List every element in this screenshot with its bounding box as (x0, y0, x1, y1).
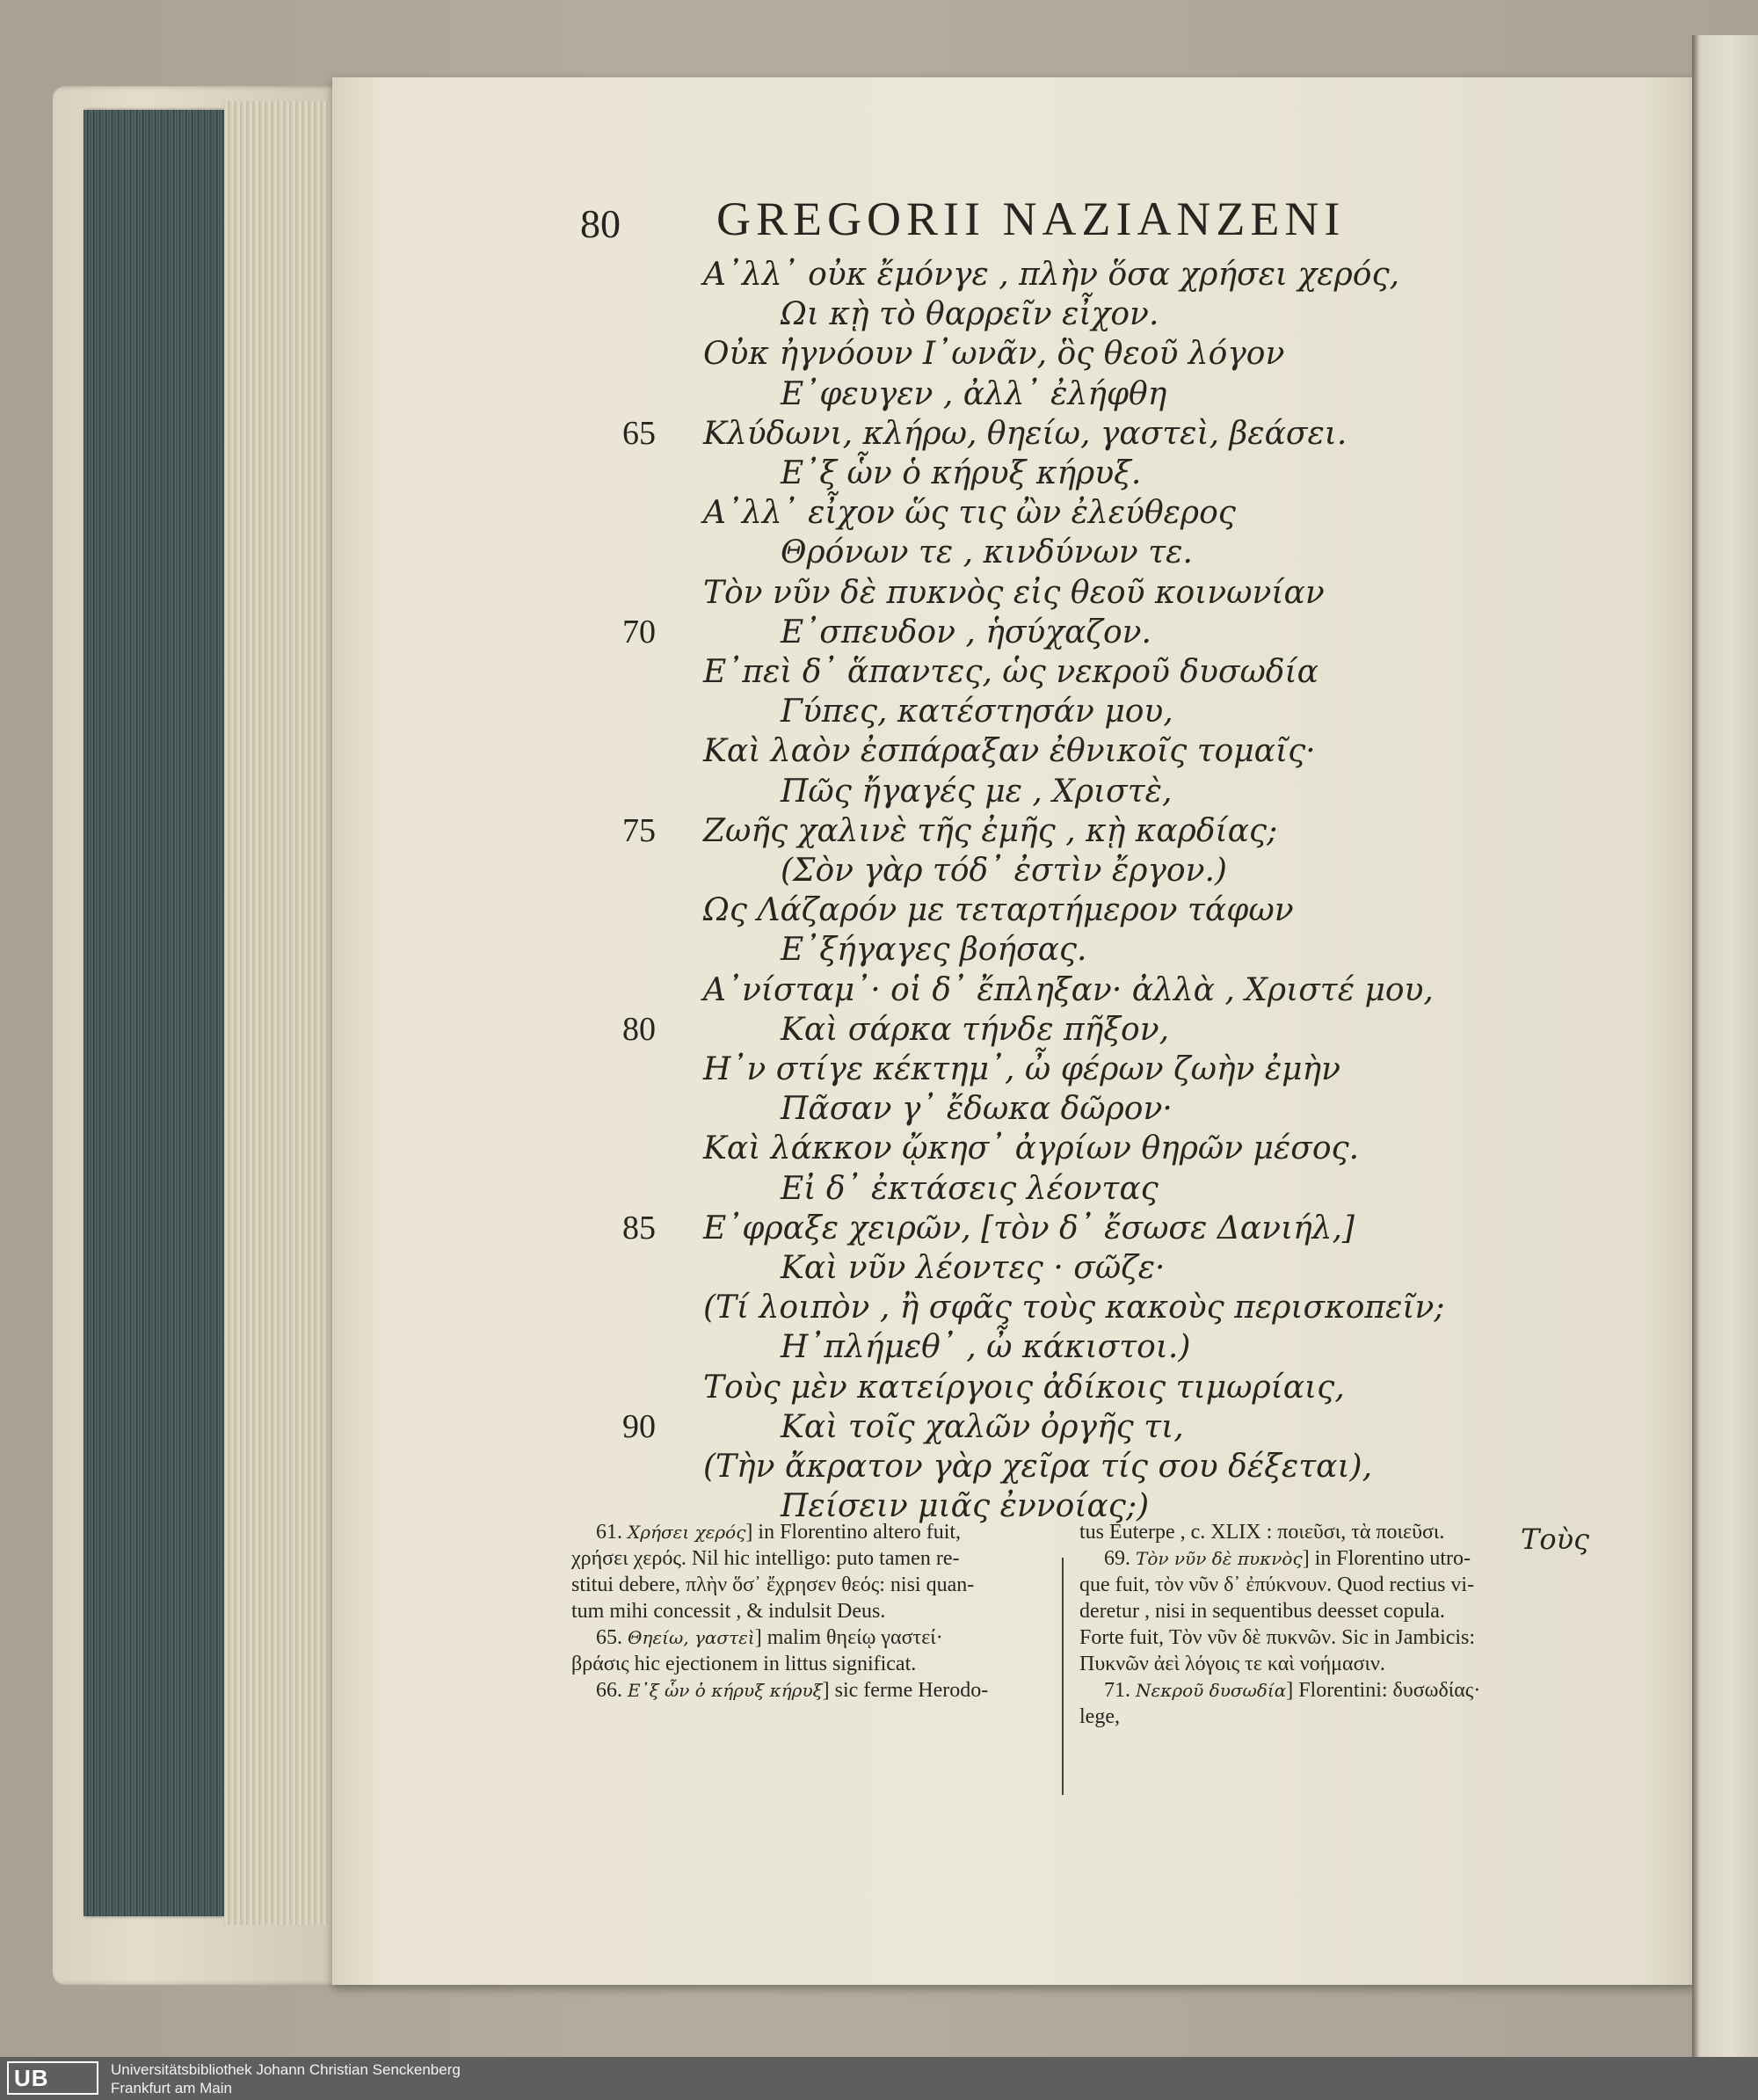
verse-line: Ε᾽πεὶ δ᾽ ἅπαντες, ὡς νεκροῦ δυσωδία (703, 654, 1318, 690)
show-through-text (1231, 229, 1688, 1195)
verse-line: Τὸν νῦν δὲ πυκνὸς εἰς θεοῦ κοινωνίαν (703, 574, 1325, 611)
page-gutter-stack (224, 101, 330, 1925)
footnote-continuation: que fuit, τὸν νῦν δ᾽ ἐπύκνουν. Quod rectius vi- (1079, 1573, 1475, 1596)
verse-line: Θρόνων τε , κινδύνων τε. (781, 534, 1193, 571)
verse-line: Ε᾽φευγεν , ἀλλ᾽ ἐλήφθη (781, 375, 1167, 412)
footnote (1079, 1677, 1572, 1704)
verse-line-number: 80 (622, 1010, 656, 1048)
verse-line-number: 75 (622, 811, 656, 849)
verse-line: Καὶ τοῖς χαλῶν ὀργῆς τι, (781, 1408, 1184, 1445)
verse-line: Καὶ νῦν λέοντες · σῶζε· (781, 1250, 1166, 1286)
verse-line: (Τὴν ἄκρατον γὰρ χεῖρα τίς σου δέξεται), (703, 1449, 1373, 1485)
verse-line-number: 65 (622, 414, 656, 452)
footnote (571, 1677, 1059, 1704)
footnote-continuation: Forte fuit, Τὸν νῦν δὲ πυκνῶν. Sic in Jambicis: (1079, 1626, 1476, 1649)
verse-line: Καὶ λάκκον ᾤκησ᾽ ἀγρίων θηρῶν μέσος. (703, 1130, 1360, 1167)
library-location: Frankfurt am Main (111, 2080, 232, 2096)
footnote-continuation: lege, (1079, 1705, 1120, 1728)
footnote-lemma: Ε᾽ξ ὧν ὁ κήρυξ κήρυξ (628, 1680, 823, 1701)
footnote-lemma: Θηείω, γαστεὶ (628, 1627, 755, 1648)
verse-line: (Τί λοιπὸν , ἢ σφᾶς τοὺς κακοὺς περισκοπεῖν; (703, 1290, 1445, 1326)
verse-line: Ως Λάζαρόν με τεταρτήμερον τάφων (703, 892, 1294, 929)
footnote-column-divider (1062, 1558, 1064, 1795)
footnotes-right-column (1079, 1519, 1572, 1730)
verse-line: Γύπες, κατέστησάν μου, (781, 694, 1173, 730)
verse-line: Α᾽λλ᾽ εἶχον ὥς τις ὢν ἐλεύθερος (703, 495, 1236, 532)
footnote-text: ] sic ferme Herodo- (822, 1679, 989, 1702)
verse-line: Εἰ δ᾽ ἐκτάσεις λέοντας (781, 1170, 1159, 1207)
footnote (571, 1519, 1059, 1545)
verse-line-number: 90 (622, 1407, 656, 1445)
verse-line: Ωι κῂ τὸ θαρρεῖν εἶχον. (781, 296, 1159, 333)
facing-page-edge (1692, 35, 1758, 2057)
footnote (1079, 1545, 1572, 1572)
footnote-ref: 69. (1104, 1547, 1130, 1570)
verse-line: Καὶ σάρκα τήνδε πῆξον, (781, 1011, 1170, 1048)
verse-line: Α᾽νίσταμ᾽· οἱ δ᾽ ἔπληξαν· ἀλλὰ , Χριστέ μου, (703, 971, 1434, 1008)
footnote-continuation: deretur , nisi in sequentibus deesset copula. (1079, 1600, 1445, 1623)
verse-line: Τοὺς μὲν κατείργοις ἀδίκοις τιμωρίαις, (703, 1369, 1345, 1406)
footnote-text: tus Euterpe , c. XLIX : ποιεῦσι, τὰ ποιεῦσι. (1079, 1521, 1445, 1544)
footnote-text: ] in Florentino utro- (1302, 1547, 1471, 1570)
verse-line: (Σὸν γὰρ τόδ᾽ ἐστὶν ἔργον.) (781, 853, 1227, 889)
verse-line-number: 70 (622, 613, 656, 650)
verse-line: Η᾽ν στίγε κέκτημ᾽, ὦ φέρων ζωὴν ἐμὴν (703, 1051, 1341, 1087)
verse-line: Κλύδωνι, κλήρω, θηείω, γαστεὶ, βεάσει. (703, 415, 1348, 452)
footnote-text: ] malim θηείῳ γαστεί· (754, 1626, 943, 1649)
library-name: Universitätsbibliothek Johann Christian Senckenberg (111, 2061, 461, 2078)
verse-line: Ε᾽φραξε χειρῶν, [τὸν δ᾽ ἔσωσε Δανιήλ,] (703, 1210, 1355, 1246)
library-logo: UB (7, 2061, 98, 2095)
footnote-text: ] in Florentino altero fuit, (745, 1521, 962, 1544)
verse-line: Ε᾽ξήγαγες βοήσας. (781, 932, 1087, 969)
verse-line: Πείσειν μιᾶς ἐννοίας;) (781, 1488, 1150, 1525)
footnote-lemma: Τὸν νῦν δὲ πυκνὸς (1136, 1548, 1303, 1569)
footnote-ref: 65. (596, 1626, 622, 1649)
page-stack-edges (84, 110, 224, 1916)
verse-line: Ε᾽ξ ὧν ὁ κήρυξ κήρυξ. (781, 455, 1142, 491)
footnote-continuation: χρήσει χερός. Nil hic intelligo: puto tamen re- (571, 1547, 960, 1570)
footnote-continuation: βράσις hic ejectionem in littus significat. (571, 1653, 917, 1675)
verse-line: Α᾽λλ᾽ οὐκ ἔμόνγε , πλὴν ὅσα χρήσει χερός, (703, 257, 1400, 293)
footnote (571, 1624, 1059, 1651)
verse-line: Ε᾽σπευδον , ἡσύχαζον. (781, 614, 1151, 650)
footnote-ref: 71. (1104, 1679, 1130, 1702)
footnote (1079, 1519, 1572, 1545)
verse-line: Οὐκ ἠγνόουν Ι᾽ωνᾶν, ὃς θεοῦ λόγον (703, 336, 1285, 373)
footnote-ref: 61. (596, 1521, 622, 1544)
footnote-ref: 66. (596, 1679, 622, 1702)
verse-line: Ζωῆς χαλινὲ τῆς ἐμῆς , κῂ καρδίας; (703, 812, 1278, 849)
verse-line: Πῶς ἤγαγές με , Χριστὲ, (781, 773, 1173, 810)
footnotes-left-column (571, 1519, 1059, 1704)
footnote-lemma: Χρήσει χερός (628, 1522, 746, 1543)
verse-line-number: 85 (622, 1209, 656, 1246)
footnote-text: ] Florentini: δυσωδίας· (1286, 1679, 1481, 1702)
running-title: GREGORII NAZIANZENI (716, 193, 1346, 245)
footnote-continuation: stitui debere, πλὴν ὅσ᾽ ἔχρησεν θεός: nisi quan- (571, 1573, 975, 1596)
verse-line: Πᾶσαν γ᾽ ἔδωκα δῶρον· (781, 1091, 1173, 1128)
verse-line: Καὶ λαὸν ἐσπάραξαν ἐθνικοῖς τομαῖς· (703, 733, 1316, 770)
page-number: 80 (580, 201, 621, 246)
footnote-continuation: tum mihi concessit , & indulsit Deus. (571, 1600, 886, 1623)
verse-line: Η᾽πλήμεθ᾽ , ὦ κάκιστοι.) (781, 1329, 1191, 1366)
catchword: Τοὺς (1521, 1522, 1589, 1556)
footnote-lemma: Νεκροῦ δυσωδία (1136, 1680, 1287, 1701)
footnote-continuation: Πυκνῶν ἀεὶ λόγοις τε καὶ νοήμασιν. (1079, 1653, 1385, 1675)
